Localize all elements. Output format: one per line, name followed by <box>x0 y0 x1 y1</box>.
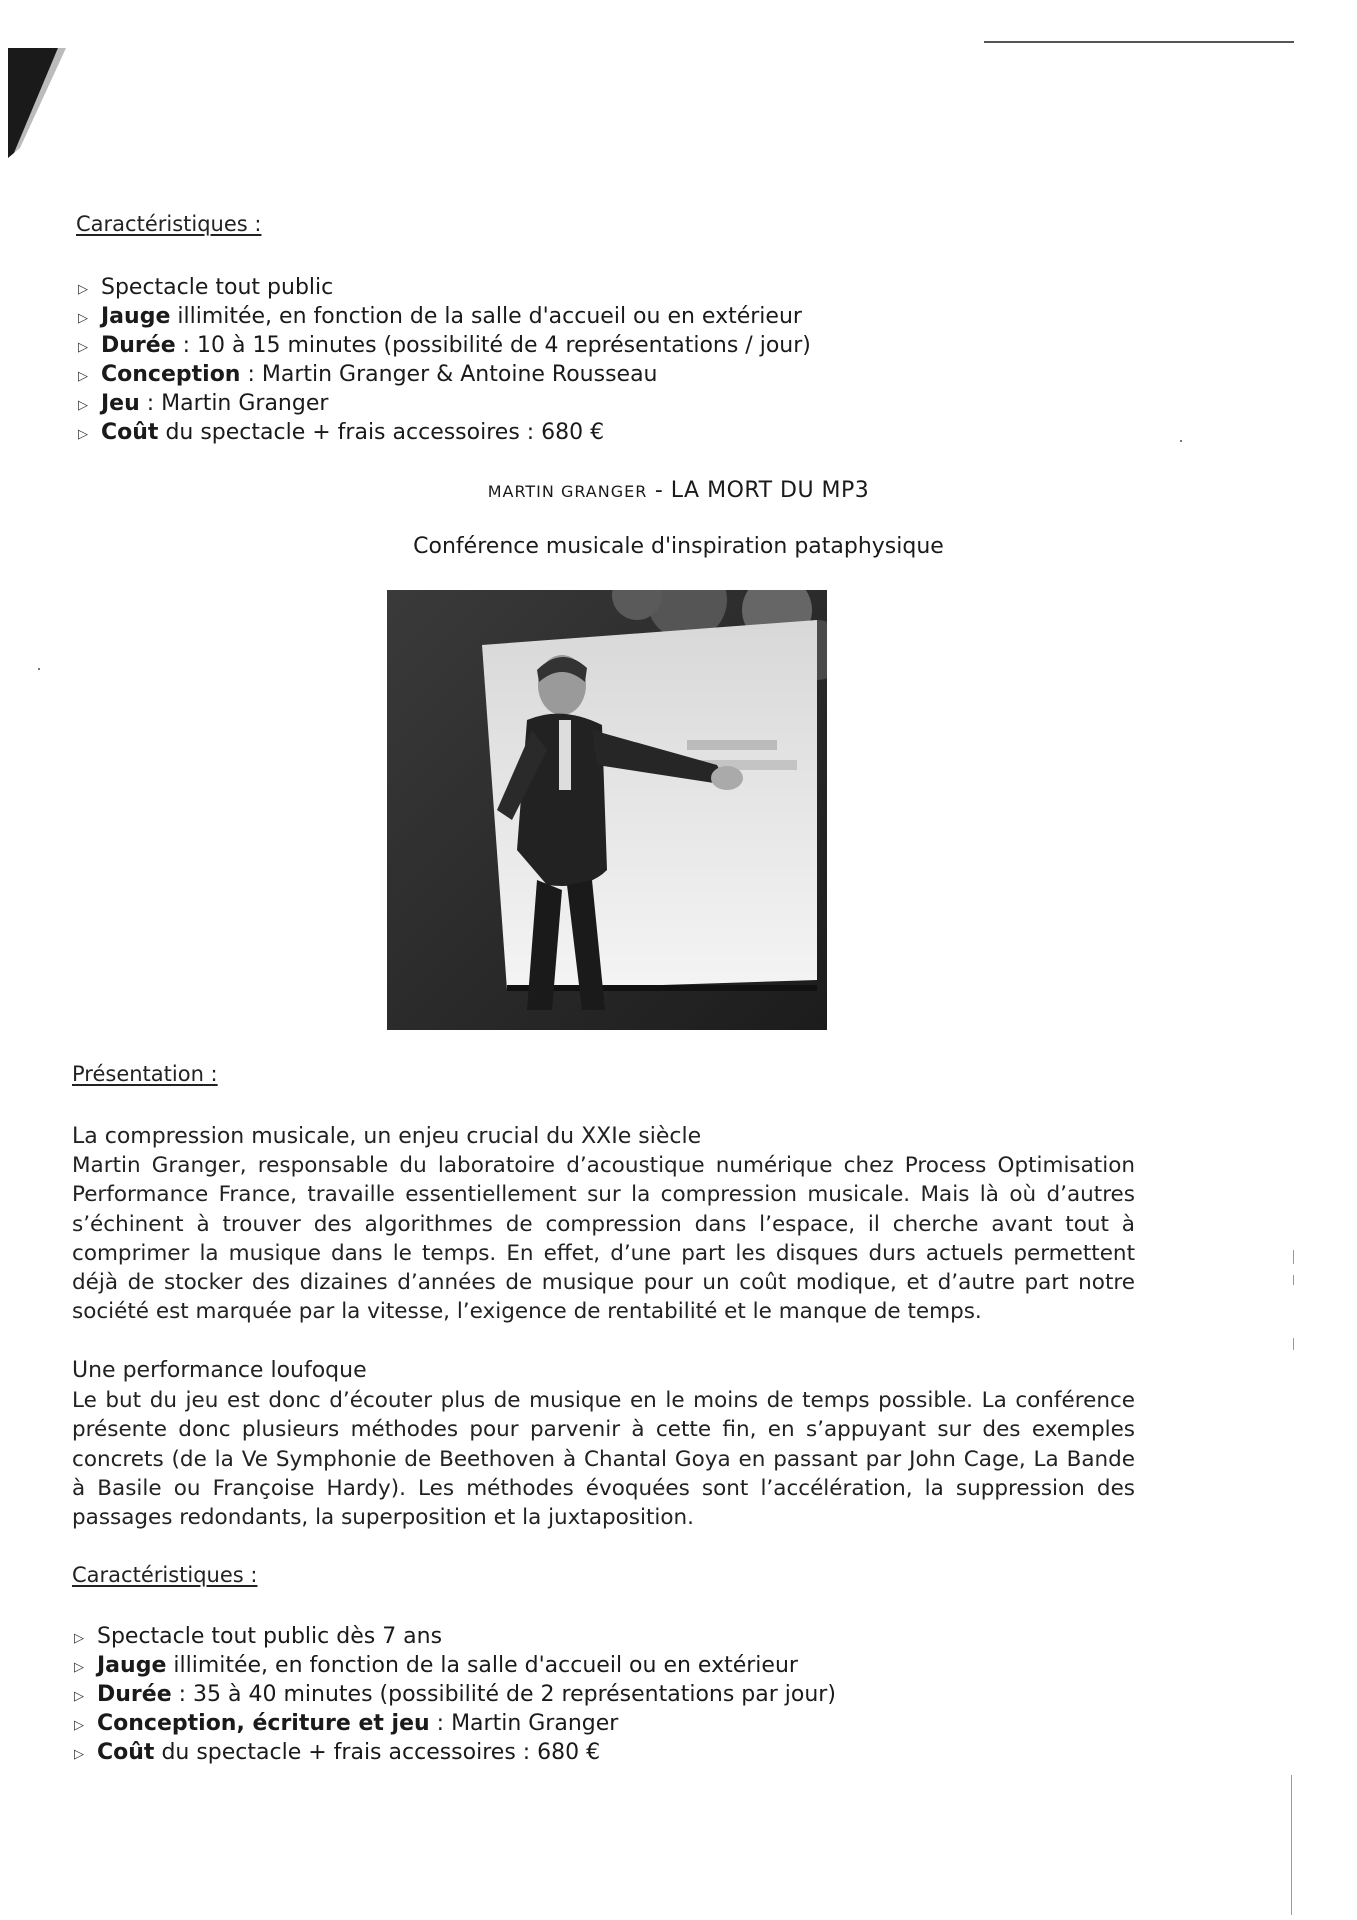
triangle-arrow-icon: ▷ <box>74 1747 84 1762</box>
list-item: ▷ Spectacle tout public dès 7 ans <box>72 1622 836 1651</box>
title-separator: - <box>647 478 671 503</box>
triangle-arrow-icon: ▷ <box>74 1689 84 1704</box>
block2-text: Le but du jeu est donc d’écouter plus de musique en le moins de temps possible. La conférence présente donc plusieurs méthodes pour parvenir à cette fin, en s’appuyant sur des exemples concrets (de la Ve Symphonie de Beethoven à Chantal Goya en passant par John Cage, La Bande à Basile ou Françoise Hardy). Les méthodes évoquées sont l’accélération, la suppression des passages redondants, la superposition et la juxtaposition. <box>72 1388 1135 1531</box>
list-item: ▷ Durée : 35 à 40 minutes (possibilité de 2 représentations par jour) <box>72 1680 836 1709</box>
section2-heading: Caractéristiques : <box>72 1563 258 1587</box>
photo-illustration <box>387 590 827 1030</box>
top-rule <box>984 41 1294 43</box>
scan-speck <box>1180 440 1182 442</box>
show-author: MARTIN GRANGER <box>487 482 648 501</box>
corner-scan-mark <box>8 48 68 158</box>
list-item: ▷ Jauge illimitée, en fonction de la salle d'accueil ou en extérieur <box>72 1651 836 1680</box>
list-item: ▷ Coût du spectacle + frais accessoires : 680 € <box>72 1738 836 1767</box>
show-subtitle: Conférence musicale d'inspiration pataphysique <box>413 534 944 559</box>
performer-photo <box>387 590 827 1030</box>
section2-list <box>72 1622 836 1767</box>
scan-speck <box>1291 1775 1292 1915</box>
show-name: LA MORT DU MP3 <box>670 478 870 503</box>
section1-list <box>76 273 811 447</box>
section1-heading: Caractéristiques : <box>76 212 262 236</box>
scan-speck <box>1293 1338 1294 1350</box>
presentation-heading: Présentation : <box>72 1062 218 1086</box>
block1-title: La compression musicale, un enjeu crucial du XXIe siècle <box>72 1124 702 1149</box>
scan-speck <box>38 668 40 670</box>
list-item: ▷ Conception : Martin Granger & Antoine Rousseau <box>76 360 811 389</box>
scan-speck <box>1293 1250 1294 1264</box>
triangle-arrow-icon: ▷ <box>74 1660 84 1675</box>
triangle-arrow-icon: ▷ <box>74 1631 84 1646</box>
block1-text: Martin Granger, responsable du laboratoire d’acoustique numérique chez Process Optimisation Performance France, travaille essentiellement sur la compression musicale. Mais là où d’autres s’échinent à trouver des algorithmes de compression dans l’espace, il cherche avant tout à comprimer la musique dans le temps. En effet, d’une part les disques durs actuels permettent déjà de stocker des dizaines d’années de musique pour un coût modique, et d’autre part notre société est marquée par la vitesse, l’exigence de rentabilité et le manque de temps. <box>72 1153 1135 1325</box>
list-item: ▷ Coût du spectacle + frais accessoires : 680 € <box>76 418 811 447</box>
triangle-arrow-icon: ▷ <box>78 311 88 326</box>
list-item: ▷ Jeu : Martin Granger <box>76 389 811 418</box>
list-item: ▷ Durée : 10 à 15 minutes (possibilité de 4 représentations / jour) <box>76 331 811 360</box>
list-item: ▷ Spectacle tout public <box>76 273 811 302</box>
list-item: ▷ Jauge illimitée, en fonction de la salle d'accueil ou en extérieur <box>76 302 811 331</box>
triangle-arrow-icon: ▷ <box>74 1718 84 1733</box>
block2-title: Une performance loufoque <box>72 1358 367 1383</box>
show-title <box>0 478 1357 503</box>
triangle-arrow-icon: ▷ <box>78 340 88 355</box>
triangle-arrow-icon: ▷ <box>78 427 88 442</box>
scan-speck <box>1293 1275 1294 1285</box>
triangle-arrow-icon: ▷ <box>78 369 88 384</box>
list-item: ▷ Conception, écriture et jeu : Martin Granger <box>72 1709 836 1738</box>
triangle-arrow-icon: ▷ <box>78 398 88 413</box>
triangle-arrow-icon: ▷ <box>78 282 88 297</box>
